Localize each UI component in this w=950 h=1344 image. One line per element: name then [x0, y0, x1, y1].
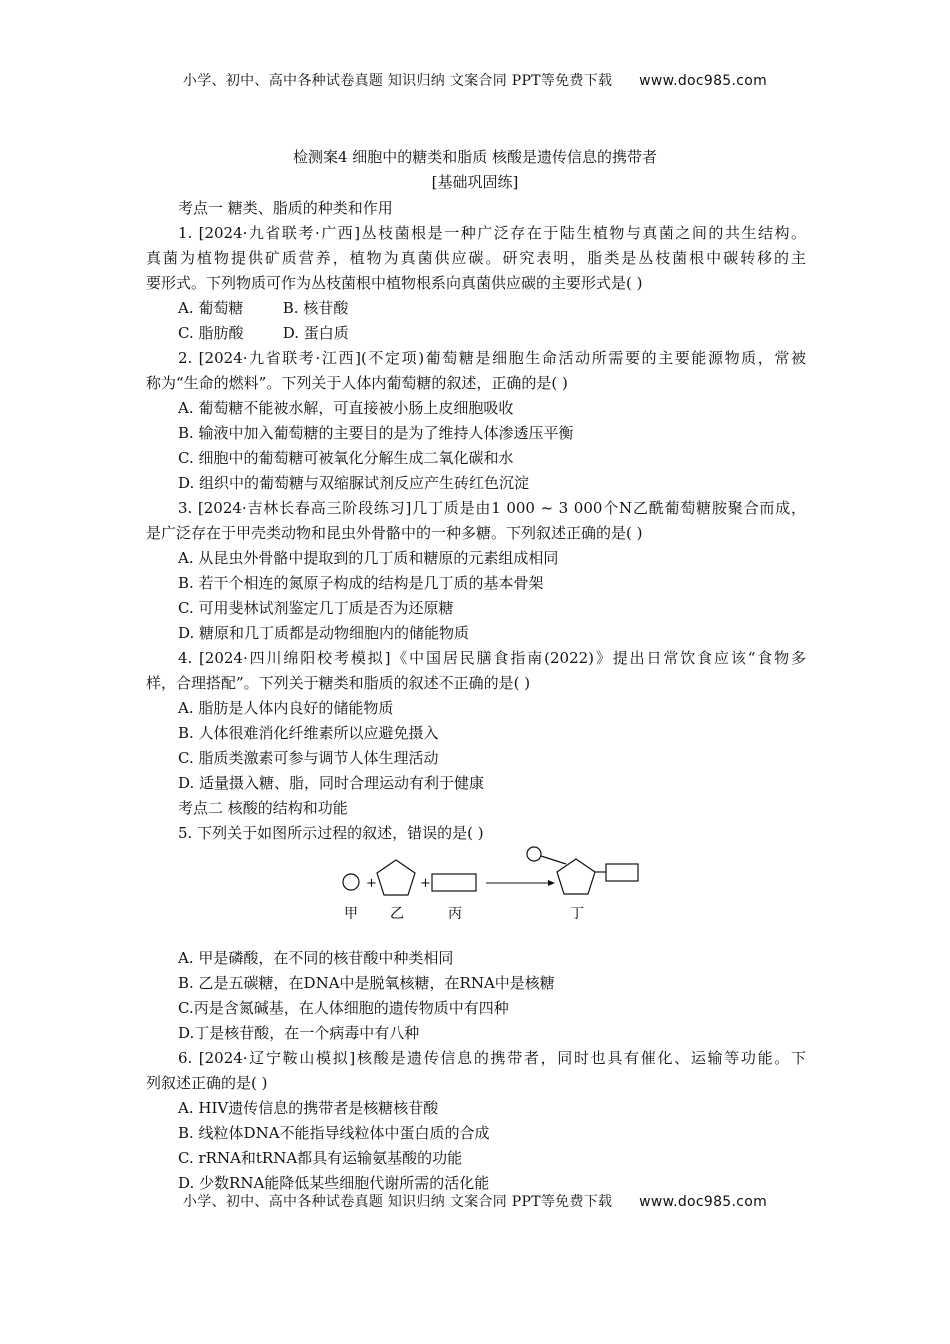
nucleotide-phosphate-circle	[527, 847, 541, 861]
q1-stem-line-3: 要形式。下列物质可作为丛枝菌根中植物根系向真菌供应碳的主要形式是( )	[146, 274, 643, 292]
q4-option-a: A. 脂肪是人体内良好的储能物质	[178, 699, 394, 717]
q5-option-a: A. 甲是磷酸，在不同的核苷酸中种类相同	[178, 949, 454, 967]
q4-stem-line-1: 4. [2024·四川绵阳校考模拟]《中国居民膳食指南(2022)》提出日常饮食应该“食物多	[178, 649, 806, 667]
q4-option-b: B. 人体很难消化纤维素所以应避免摄入	[178, 724, 439, 742]
q6-option-a: A. HIV遗传信息的携带者是核糖核苷酸	[178, 1099, 439, 1117]
q3-option-c: C. 可用斐林试剂鉴定几丁质是否为还原糖	[178, 599, 454, 617]
q4-option-d: D. 适量摄入糖、脂，同时合理运动有利于健康	[178, 774, 485, 792]
q6-option-c: C. rRNA和tRNA都具有运输氨基酸的功能	[178, 1149, 463, 1167]
q4-stem-line-2: 样，合理搭配”。下列关于糖类和脂质的叙述不正确的是( )	[146, 674, 531, 692]
page-footer	[0, 1191, 950, 1211]
q3-option-b: B. 若干个相连的氮原子构成的结构是几丁质的基本骨架	[178, 574, 544, 592]
q1-option-b: B. 核苷酸	[282, 299, 349, 317]
q3-stem-line-1: 3. [2024·吉林长春高三阶段练习]几丁质是由1 000 ~ 3 000个N乙酰葡萄糖胺聚合而成，	[178, 499, 806, 517]
pentose-pentagon	[377, 860, 415, 895]
label-yi: 乙	[390, 906, 404, 922]
header-url[interactable]: www.doc985.com	[639, 73, 768, 89]
label-ding: 丁	[570, 906, 584, 922]
q6-stem-line-2: 列叙述正确的是( )	[146, 1074, 268, 1092]
phosphate-circle	[343, 874, 359, 890]
q6-option-b: B. 线粒体DNA不能指导线粒体中蛋白质的合成	[178, 1124, 490, 1142]
q5-stem-line-1: 5. 下列关于如图所示过程的叙述，错误的是( )	[178, 824, 484, 842]
nucleotide-diagram-svg	[336, 846, 656, 942]
footer-url[interactable]: www.doc985.com	[639, 1194, 768, 1210]
q1-stem-line-1: 1. [2024·九省联考·广西]丛枝菌根是一种广泛存在于陆生植物与真菌之间的共生结构。	[178, 224, 806, 242]
footer-text: 小学、初中、高中各种试卷真题 知识归纳 文案合同 PPT等免费下载	[182, 1194, 613, 1210]
page-subtitle: [基础巩固练]	[431, 173, 519, 191]
plus-sign-2: +	[420, 876, 431, 891]
page-header	[0, 70, 950, 90]
label-jia: 甲	[344, 906, 358, 922]
q3-stem-line-2: 是广泛存在于甲壳类动物和昆虫外骨骼中的一种多糖。下列叙述正确的是( )	[146, 524, 643, 542]
q2-stem-line-1: 2. [2024·九省联考·江西](不定项)葡萄糖是细胞生命活动所需要的主要能源物质，常被	[178, 349, 806, 367]
q2-option-b: B. 输液中加入葡萄糖的主要目的是为了维持人体渗透压平衡	[178, 424, 574, 442]
nucleotide-pentagon	[557, 859, 595, 894]
page-title: 检测案4 细胞中的糖类和脂质 核酸是遗传信息的携带者	[292, 148, 658, 166]
q6-option-d: D. 少数RNA能降低某些细胞代谢所需的活化能	[178, 1174, 490, 1192]
q3-option-a: A. 从昆虫外骨骼中提取到的几丁质和糖原的元素组成相同	[178, 549, 559, 567]
q4-option-c: C. 脂质类激素可参与调节人体生理活动	[178, 749, 439, 767]
q1-option-c: C. 脂肪酸	[178, 324, 244, 342]
q2-stem-line-2: 称为“生命的燃料”。下列关于人体内葡萄糖的叙述，正确的是( )	[146, 374, 568, 392]
q1-stem-line-2: 真菌为植物提供矿质营养，植物为真菌供应碳。研究表明，脂类是丛枝菌根中碳转移的主	[146, 249, 806, 267]
q5-option-d: D.丁是核苷酸，在一个病毒中有八种	[178, 1024, 420, 1042]
q1-option-a: A. 葡萄糖	[178, 299, 244, 317]
nucleotide-bond-1	[541, 856, 566, 864]
q2-option-d: D. 组织中的葡萄糖与双缩脲试剂反应产生砖红色沉淀	[178, 474, 530, 492]
q5-option-b: B. 乙是五碳糖，在DNA中是脱氧核糖，在RNA中是核糖	[178, 974, 555, 992]
base-rectangle	[432, 874, 476, 891]
section-heading-2: 考点二 核酸的结构和功能	[178, 799, 348, 817]
label-bing: 丙	[448, 906, 462, 922]
plus-sign-1: +	[366, 876, 377, 891]
section-heading-1: 考点一 糖类、脂质的种类和作用	[178, 199, 393, 217]
header-text: 小学、初中、高中各种试卷真题 知识归纳 文案合同 PPT等免费下载	[182, 73, 613, 89]
nucleotide-base-rectangle	[606, 864, 638, 881]
question-content	[146, 196, 806, 1196]
q1-option-d: D. 蛋白质	[282, 324, 349, 342]
q3-option-d: D. 糖原和几丁质都是动物细胞内的储能物质	[178, 624, 470, 642]
q1-options-ab	[146, 296, 806, 321]
q2-option-c: C. 细胞中的葡萄糖可被氧化分解生成二氧化碳和水	[178, 449, 514, 467]
q2-option-a: A. 葡萄糖不能被水解，可直接被小肠上皮细胞吸收	[178, 399, 514, 417]
reaction-arrow-head	[548, 880, 555, 886]
q6-stem-line-1: 6. [2024·辽宁鞍山模拟]核酸是遗传信息的携带者，同时也具有催化、运输等功能。下	[178, 1049, 806, 1067]
q5-option-c: C.丙是含氮碱基，在人体细胞的遗传物质中有四种	[178, 999, 509, 1017]
q1-options-cd	[146, 321, 806, 346]
nucleotide-diagram	[146, 846, 806, 946]
